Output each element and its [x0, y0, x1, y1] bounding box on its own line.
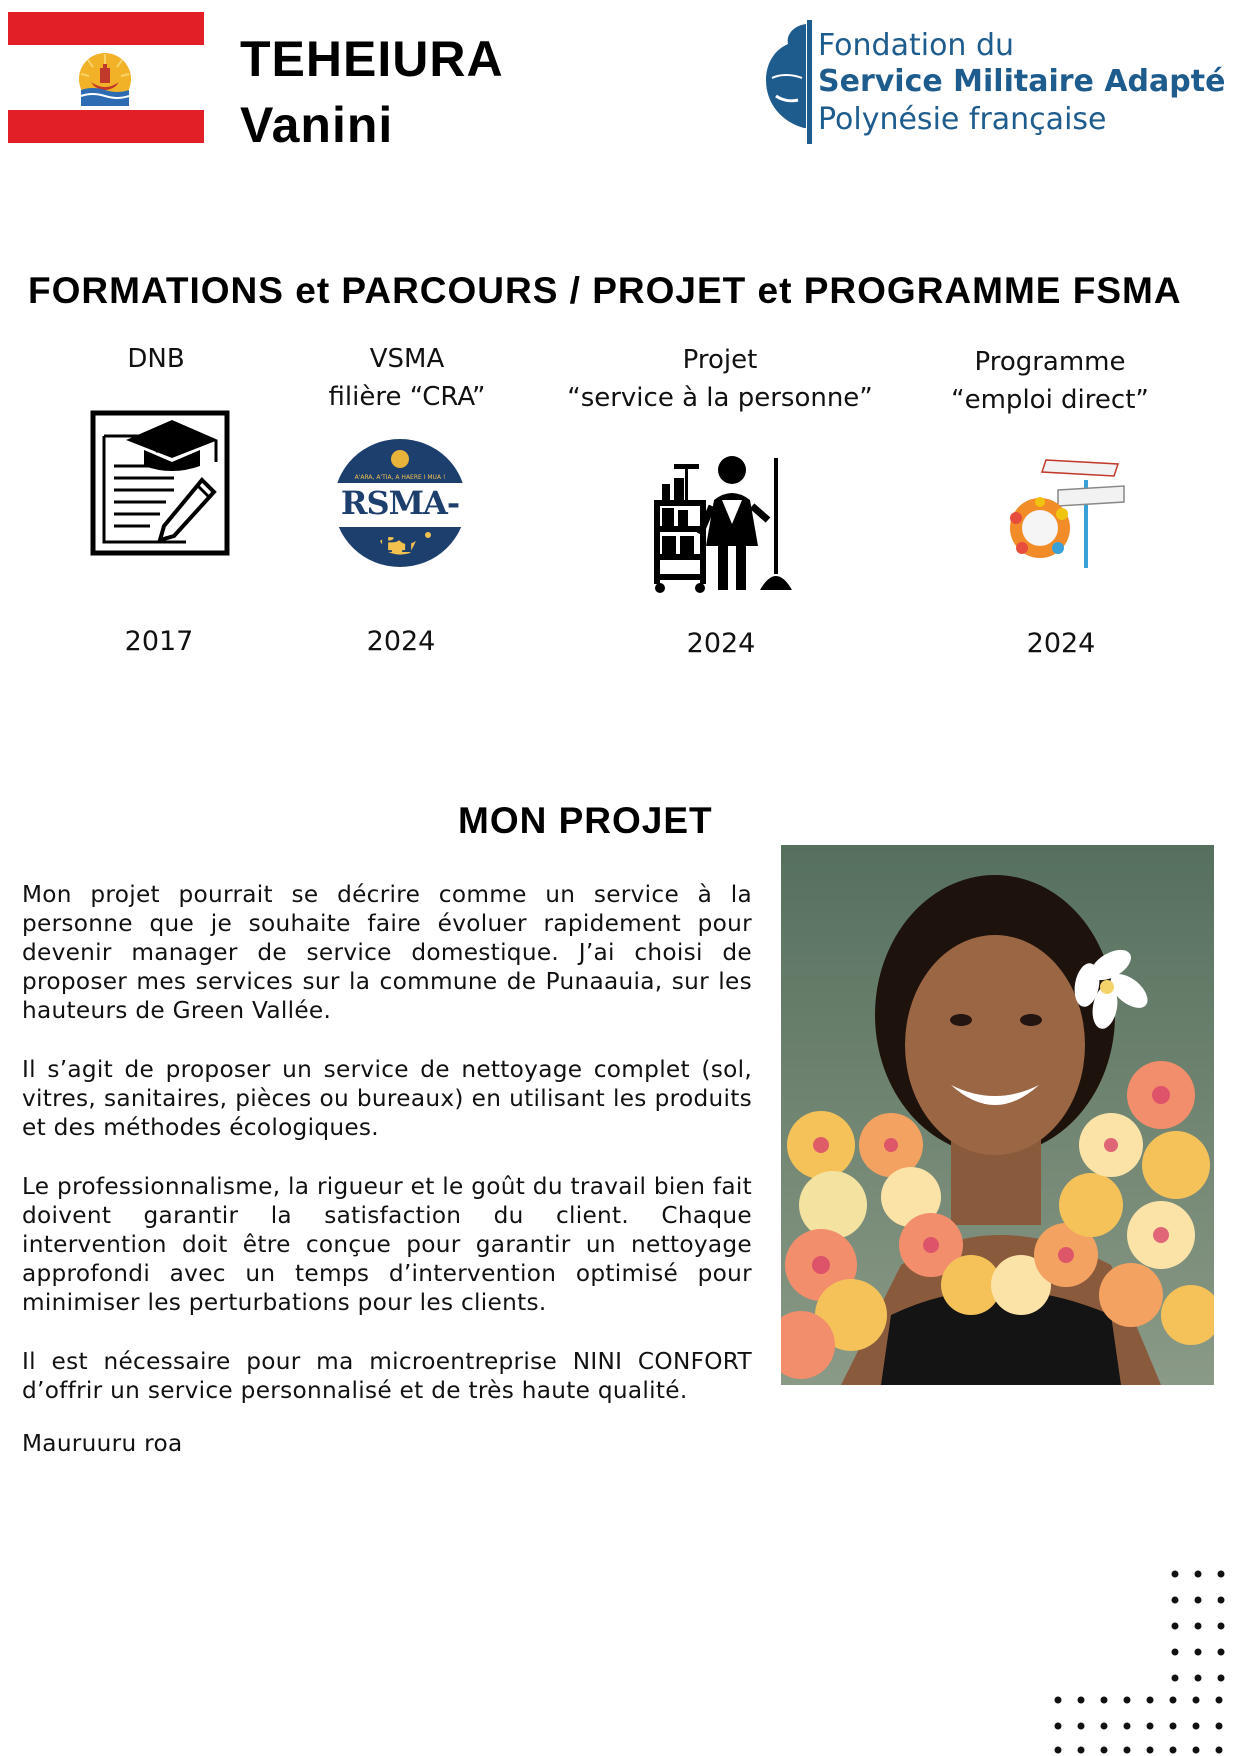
fsma-logo-line3: Polynésie française: [818, 102, 1107, 137]
formation-year-vsma: 2024: [366, 626, 436, 657]
last-name: Vanini: [240, 97, 394, 153]
portrait-photo: [781, 845, 1214, 1385]
flag-emblem-icon: [78, 52, 132, 106]
fsma-logo-line1: Fondation du: [818, 28, 1015, 63]
formations-title: FORMATIONS et PARCOURS / PROJET et PROGRAMME FSMA: [28, 270, 1182, 311]
project-title: MON PROJET: [458, 800, 713, 841]
flag-red-stripe-top: [8, 12, 204, 45]
formation-year-programme: 2024: [1026, 628, 1096, 659]
signpost-icon: [1000, 456, 1126, 568]
formation-label-projet: [560, 341, 880, 417]
formation-label-dnb: [56, 340, 256, 378]
flag-red-stripe-bottom: [8, 110, 204, 143]
decorative-dots-upper: [1168, 1566, 1234, 1696]
project-paragraph: Le professionnalisme, la rigueur et le goût du travail bien fait doivent garantir la satisfaction du client. Chaque intervention doit être conçue pour garantir un nettoyage approfondi avec un temps d’intervention optimisé pour minimiser les perturbations pour les clients.: [22, 1173, 753, 1316]
project-paragraph: Il est nécessaire pour ma microentreprise NINI CONFORT d’offrir un service personnalisé et de très haute qualité.: [22, 1348, 752, 1404]
first-name: TEHEIURA: [240, 31, 504, 87]
fsma-logo: [752, 18, 1232, 146]
formation-label-line2: “service à la personne”: [567, 383, 873, 413]
french-polynesia-flag: [8, 12, 204, 143]
formation-label-vsma: [307, 340, 507, 416]
project-paragraph: Il s’agit de proposer un service de nettoyage complet (sol, vitres, sanitaires, pièces ou bureaux) en utilisant les produits et des méthodes écologiques.: [22, 1056, 752, 1141]
formation-label-line1: Programme: [974, 347, 1126, 377]
svg-text:A'ARA, A'TIA, A HAERE I MUA !: A'ARA, A'TIA, A HAERE I MUA !: [354, 474, 446, 481]
fsma-logo-line2: Service Militaire Adapté: [818, 64, 1226, 99]
project-paragraph: Mon projet pourrait se décrire comme un service à la personne que je souhaite faire évoluer rapidement pour devenir manager de service domestique. J’ai choisi de proposer mes services sur la commune de Punaauia, sur les hauteurs de Green Vallée.: [22, 881, 752, 1024]
rsma-logo-text: RSMA-PF: [340, 484, 460, 560]
fsma-divider: [807, 20, 812, 144]
formation-label-line1: DNB: [127, 344, 185, 374]
formation-label-line1: VSMA: [369, 344, 445, 374]
formation-year-projet: 2024: [686, 628, 756, 659]
decorative-dots-lower: [1048, 1690, 1238, 1756]
diploma-icon: [90, 410, 230, 556]
formation-label-line1: Projet: [682, 345, 758, 375]
formation-label-line2: filière “CRA”: [328, 382, 486, 412]
formation-label-line2: “emploi direct”: [951, 385, 1149, 415]
rsma-logo: [320, 437, 480, 569]
closing-text: Mauruuru roa: [22, 1430, 183, 1457]
cleaning-service-icon: [648, 450, 796, 594]
formation-year-dnb: 2017: [124, 626, 194, 657]
formation-label-programme: [900, 343, 1200, 419]
project-description: [22, 880, 752, 1488]
